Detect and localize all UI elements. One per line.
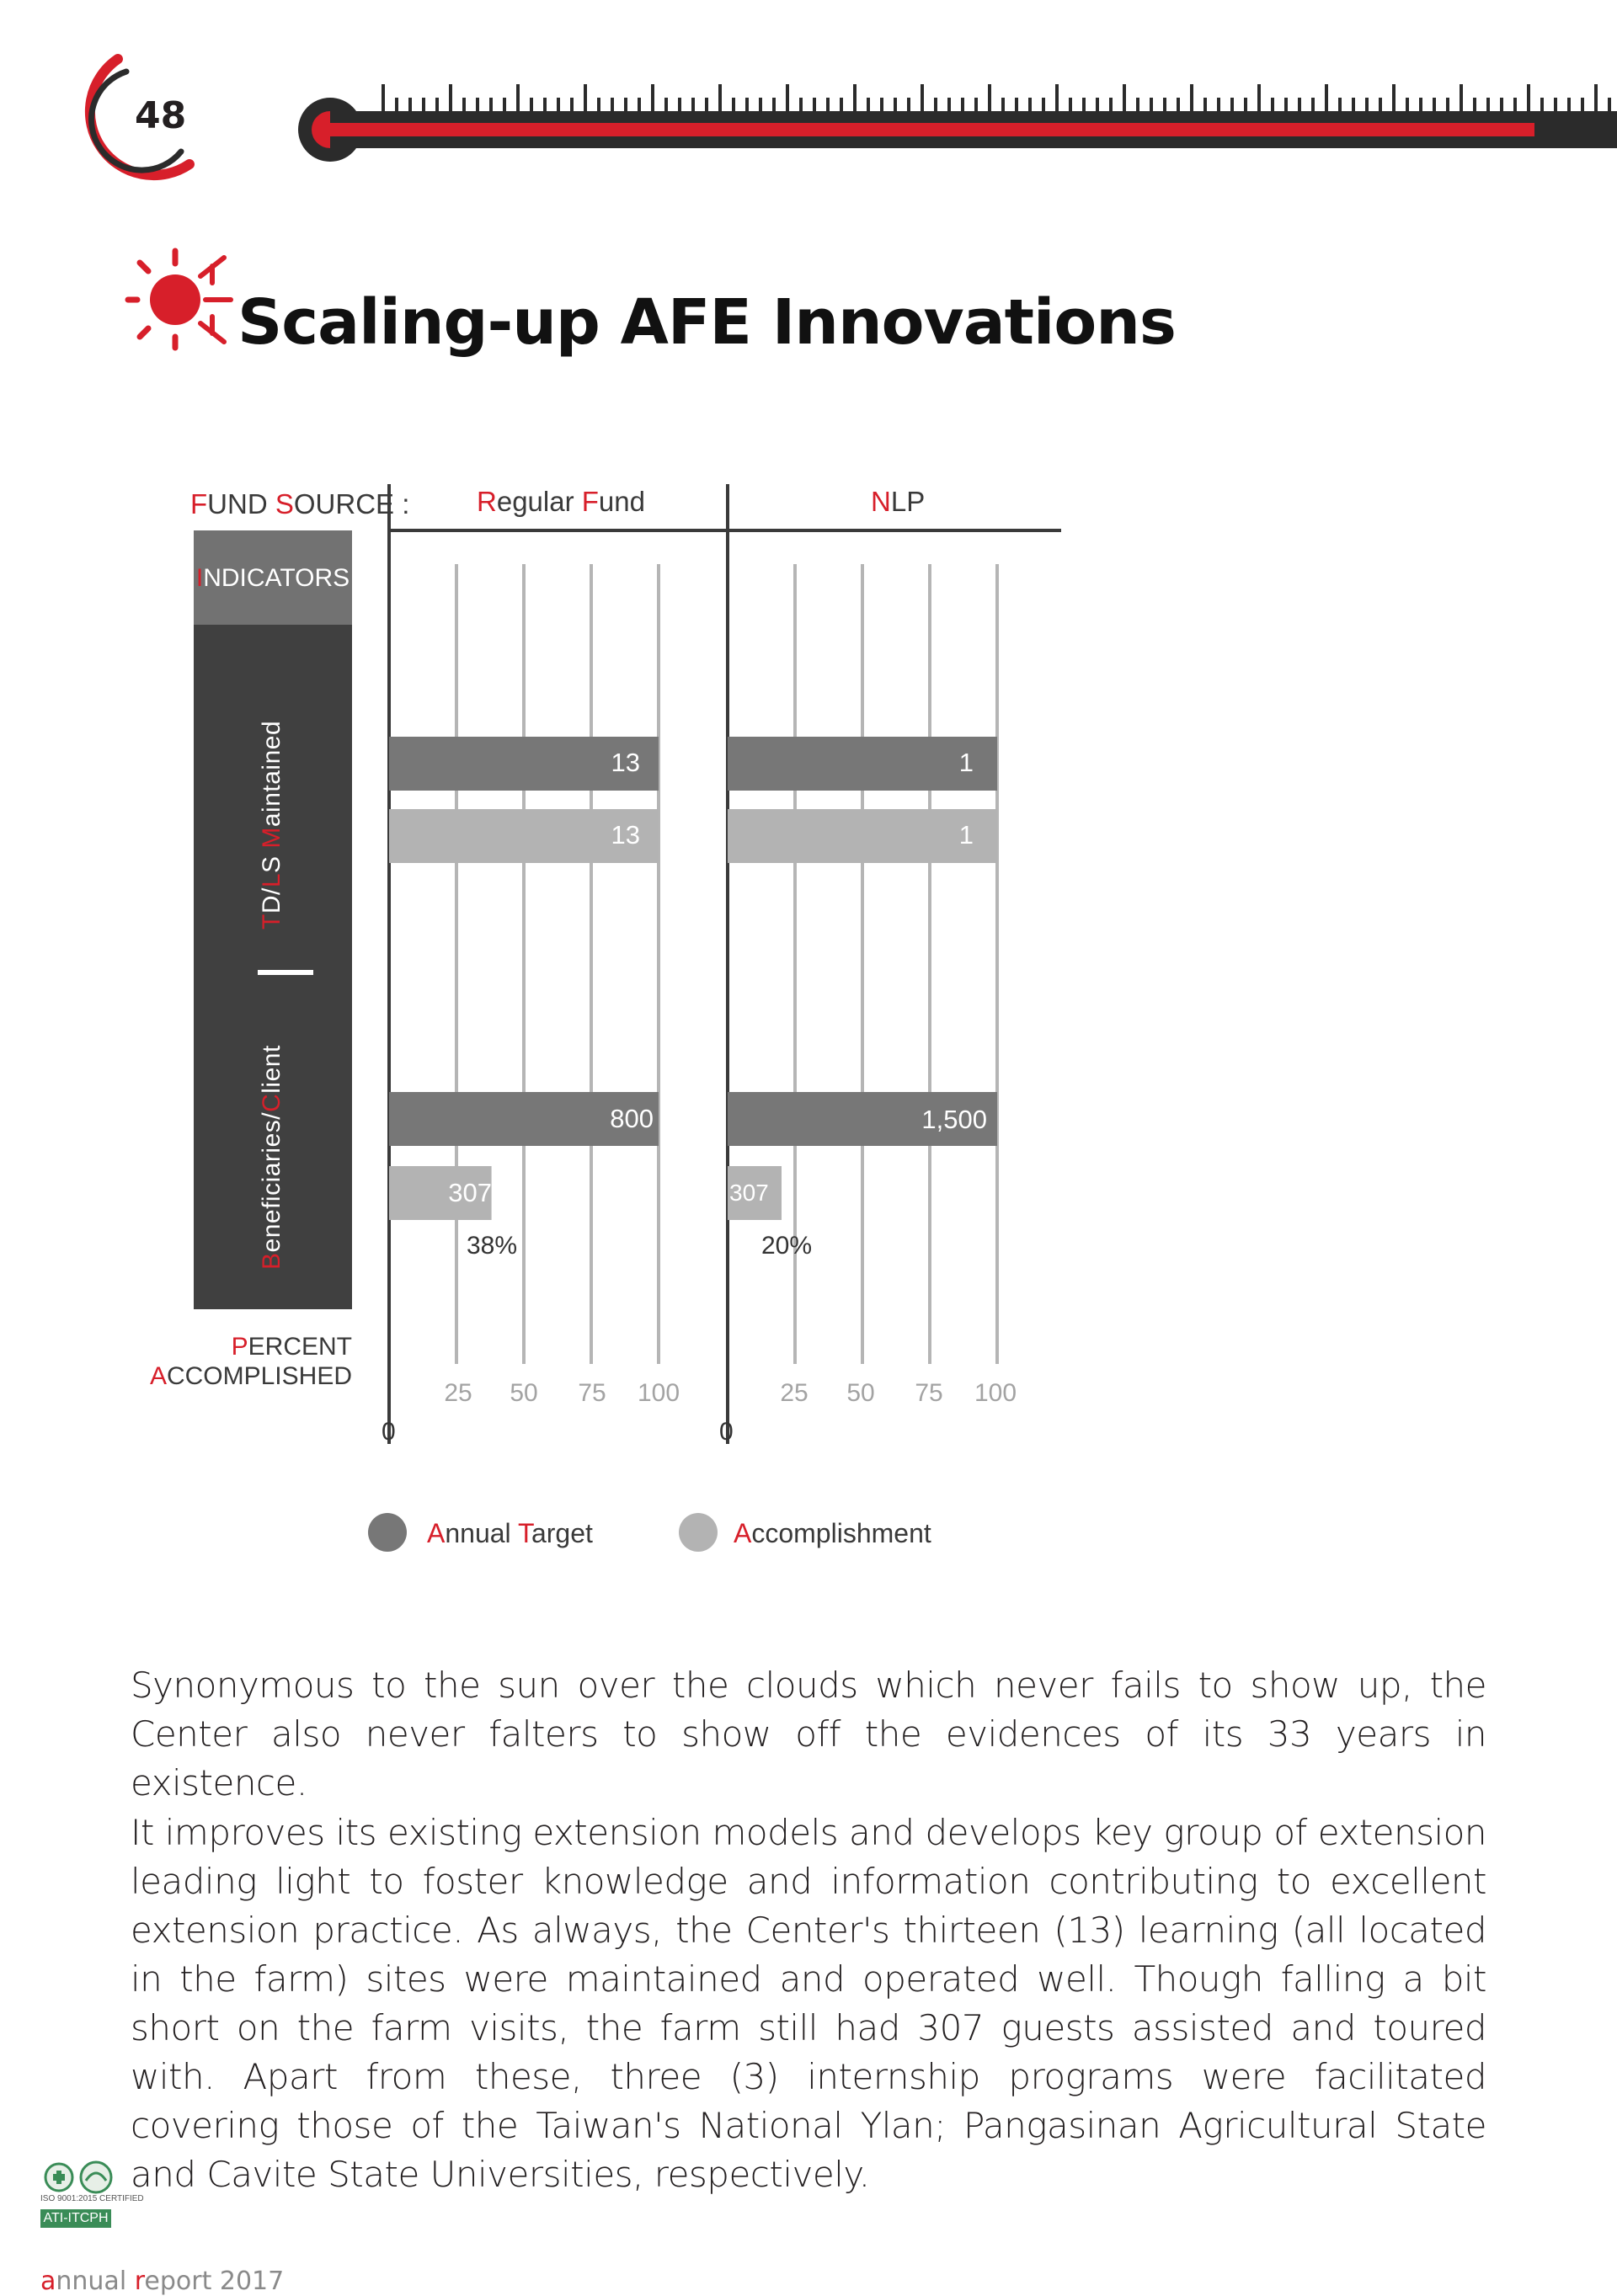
- x-tick: 75: [915, 1379, 943, 1407]
- bar-label: 1: [958, 820, 974, 850]
- fund-header-nlp: NLP: [871, 486, 926, 517]
- x-tick: 100: [974, 1379, 1017, 1407]
- page-number: 48: [135, 94, 187, 137]
- x-tick: 50: [846, 1379, 875, 1407]
- ati-badge: ATI-ITCPH: [40, 2209, 111, 2228]
- bar-label: 800: [610, 1104, 654, 1133]
- x-tick: 100: [637, 1379, 680, 1407]
- bar-label: 307: [448, 1178, 492, 1207]
- indicators-label: INDICATORS: [195, 564, 350, 592]
- certification-text: ISO 9001:2015 CERTIFIED: [40, 2194, 144, 2203]
- body-paragraph-1: Synonymous to the sun over the clouds which never fails to show up, the Center also never falters to show off the evidences of its 33 years in existence.: [131, 1665, 1486, 1803]
- x-tick: 50: [510, 1379, 538, 1407]
- percent-accomplished-label: PERCENT ACCOMPLISHED: [149, 1333, 352, 1390]
- fund-source-label: FUND SOURCE :: [190, 488, 410, 519]
- bar-label: 1,500: [921, 1105, 987, 1134]
- footer-annual-report: annual report 2017: [40, 2267, 285, 2296]
- indicator-td-ls-maintained: TD/LS Maintained: [258, 720, 286, 930]
- bar-label: 307: [729, 1180, 769, 1206]
- indicator-beneficiaries: Beneficiaries/Client: [258, 1045, 286, 1270]
- x-tick-zero: 0: [719, 1418, 734, 1446]
- body-paragraph-2: It improves its existing extension models and develops key group of extension leading light to foster knowledge and information contributing to excellent extension practice. As always, the Center's thirteen (13) learning (all located in the farm) sites were maintained and operated well. Though falling a bit short on the farm visits, the farm still had 307 guests assisted and toured with. Apart from these, three (3) internship programs were facilitated covering those of the Taiwan's National Ylan; Pangasinan Agricultural State and Cavite State Universities, respectively.: [131, 1812, 1486, 2195]
- legend-target-swatch-icon: [367, 1512, 408, 1553]
- x-tick: 25: [780, 1379, 808, 1407]
- x-tick: 75: [578, 1379, 606, 1407]
- legend-accomplishment: Accomplishment: [734, 1518, 931, 1548]
- bar-label: 1: [958, 748, 974, 777]
- percent-label: 20%: [761, 1232, 813, 1260]
- bar-label: 13: [611, 820, 640, 850]
- page-title: Scaling-up AFE Innovations: [237, 286, 1176, 359]
- legend-accomplishment-swatch-icon: [678, 1512, 718, 1553]
- fund-header-regular: Regular Fund: [477, 486, 645, 517]
- x-tick-zero: 0: [382, 1418, 396, 1446]
- percent-label: 38%: [467, 1232, 518, 1260]
- certification-logo-icon: [40, 2159, 121, 2196]
- x-tick: 25: [444, 1379, 472, 1407]
- legend-annual-target: Annual Target: [427, 1518, 593, 1548]
- bar-label: 13: [611, 748, 640, 777]
